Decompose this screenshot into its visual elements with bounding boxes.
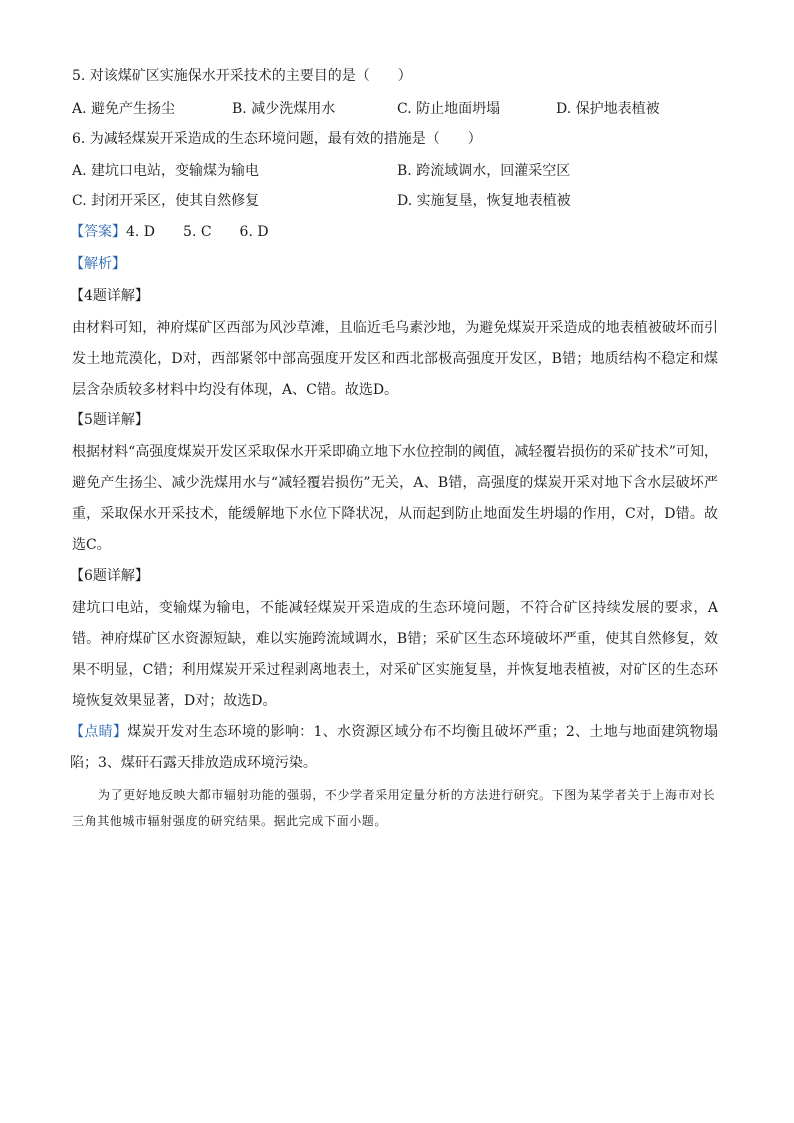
point-tag: 【点睛】 (70, 724, 128, 740)
question-5-option-c: C. 防止地面坍塌 (397, 101, 501, 117)
answer-tag: 【答案】 (70, 224, 126, 240)
detail-6-text: 建坑口电站，变输煤为输电，不能减轻煤炭开采造成的生态环境问题，不符合矿区持续发展的要求，A错。神府煤矿区水资源短缺，难以实施跨流域调水，B错；采矿区生态环境破坏严重，使其自然修复，效果不明显，C错；利用煤炭开采过程剥离地表土，对采矿区实施复垦，并恢复地表植被，对矿区的生态环境恢复效果显著，D对；故选D。 (72, 600, 718, 709)
analysis-tag: 【解析】 (70, 256, 126, 272)
question-5-option-b: B. 减少洗煤用水 (232, 101, 336, 117)
next-section-intro: 为了更好地反映大都市辐射功能的强弱，不少学者采用定量分析的方法进行研究。下图为某学者关于上海市对长三角其他城市辐射强度的研究结果。据此完成下面小题。 (72, 788, 716, 828)
detail-6-tag: 【6题详解】 (70, 568, 149, 584)
question-6-option-b: B. 跨流域调水，回灌采空区 (397, 163, 571, 179)
question-5-option-d: D. 保护地表植被 (556, 101, 660, 117)
question-6-option-a: A. 建坑口电站，变输煤为输电 (72, 163, 260, 179)
point-text: 煤炭开发对生态环境的影响：1、水资源区域分布不均衡且破坏严重；2、土地与地面建筑物塌陷；3、煤矸石露天排放造成环境污染。 (70, 724, 719, 771)
question-5-option-a: A. 避免产生扬尘 (72, 101, 176, 117)
question-5-stem: 5. 对该煤矿区实施保水开采技术的主要目的是（ ） (72, 68, 412, 84)
detail-5-text: 根据材料“高强度煤炭开发区采取保水开采即确立地下水位控制的阈值，减轻覆岩损伤的采矿技术”可知，避免产生扬尘、减少洗煤用水与“减轻覆岩损伤”无关，A、B错，高强度的煤炭开采对地下含水层破坏严重，采取保水开采技术，能缓解地下水位下降状况，从而起到防止地面发生坍塌的作用，C对，D错。故选C。 (72, 444, 718, 553)
answer-text: 4. D 5. C 6. D (126, 224, 269, 240)
question-6-option-d: D. 实施复垦，恢复地表植被 (397, 193, 571, 209)
question-6-stem: 6. 为减轻煤炭开采造成的生态环境问题，最有效的措施是（ ） (72, 131, 482, 147)
detail-4-tag: 【4题详解】 (70, 288, 149, 304)
answer-line (70, 222, 269, 242)
point-paragraph (70, 717, 718, 779)
detail-4-text: 由材料可知，神府煤矿区西部为风沙草滩，且临近毛乌素沙地，为避免煤炭开采造成的地表植被破坏而引发土地荒漠化，D对，西部紧邻中部高强度开发区和西北部极高强度开发区，B错；地质结构不稳定和煤层含杂质较多材料中均没有体现，A、C错。故选D。 (72, 320, 718, 398)
detail-5-tag: 【5题详解】 (70, 412, 149, 428)
question-6-option-c: C. 封闭开采区，使其自然修复 (72, 193, 260, 209)
